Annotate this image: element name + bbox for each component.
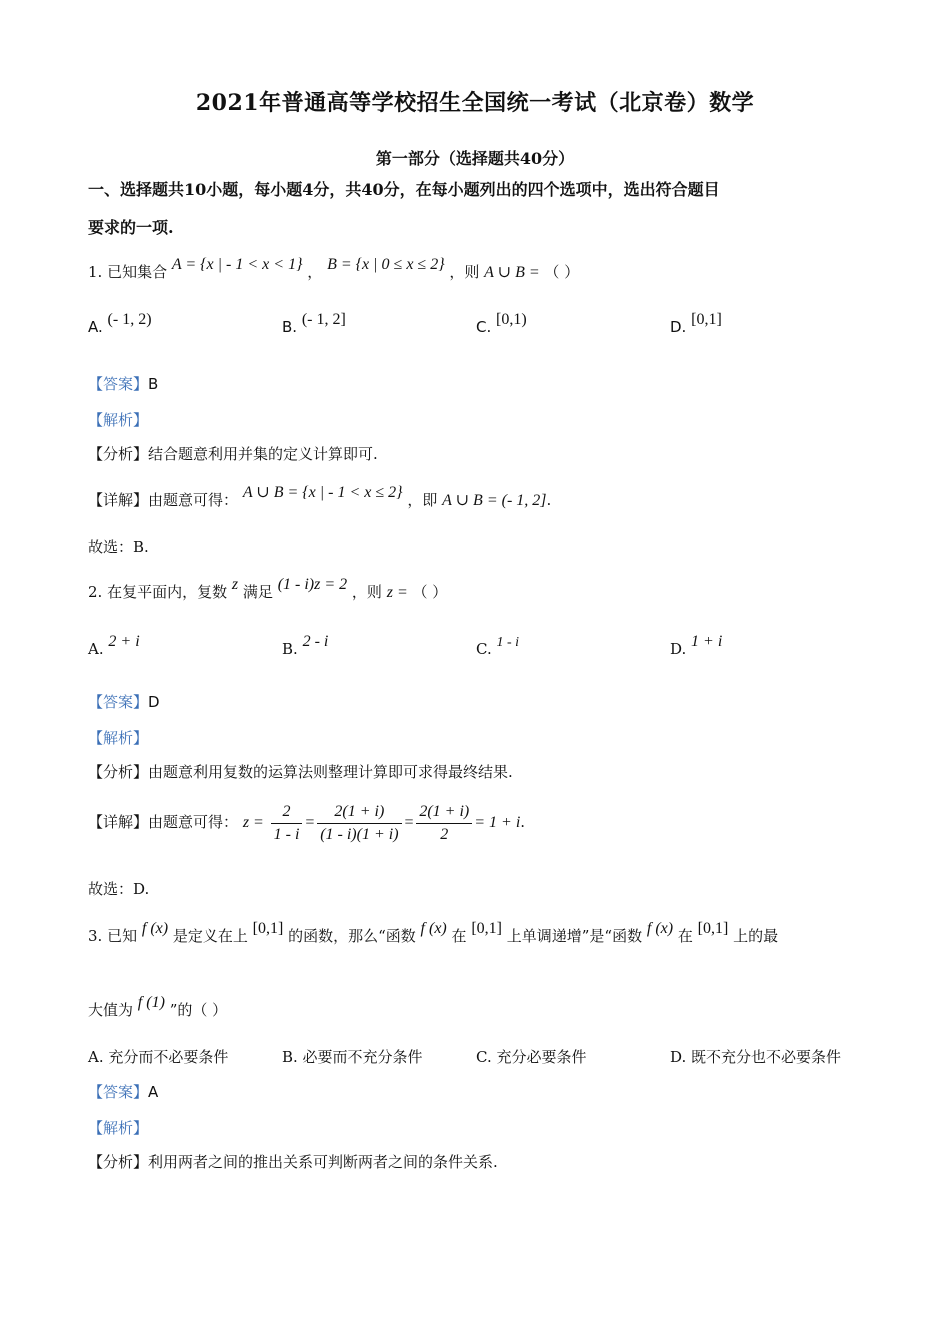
q3-fx-3: f (x) <box>646 920 674 937</box>
q1-option-c-value: [0,1) <box>496 311 527 328</box>
q3-option-b: B. 必要而不充分条件 <box>282 1048 423 1066</box>
q3-f1: f (1) <box>137 994 165 1011</box>
q1-paren: （ ） <box>544 263 580 281</box>
q2-stem: 2. 在复平面内，复数 z 满足 (1 - i)z = 2 ，则 z = （ ） <box>88 576 448 601</box>
q2-option-d-value: 1 + i <box>691 633 723 650</box>
q1-conclusion: 故选：B. <box>88 538 149 556</box>
q3-interval-1: [0,1] <box>252 920 284 937</box>
q2-fraction-3: $\frac{2(1 + i)}{2}$ <box>416 802 472 845</box>
q2-option-a-value: 2 + i <box>108 633 140 650</box>
section-heading-line1: 一、选择题共10小题，每小题4分，共40分，在每小题列出的四个选项中，选出符合题目 <box>88 180 720 199</box>
q3-fx-1: f (x) <box>141 920 169 937</box>
q2-result: = 1 + i <box>474 814 521 831</box>
q2-z-eq: z = <box>386 584 408 601</box>
q2-conclusion: 故选：D. <box>88 880 150 898</box>
q2-option-d: D. 1 + i <box>670 633 723 658</box>
part-heading: 第一部分（选择题共40分） <box>375 149 575 168</box>
q1-detail-result: A ∪ B = (- 1, 2] <box>442 492 547 509</box>
q1-comma: ， <box>307 263 323 281</box>
q1-stem <box>88 256 580 283</box>
q3-jiexi-tag: 【解析】 <box>88 1119 149 1137</box>
q2-option-b: B. 2 - i <box>282 633 329 658</box>
q2-fenxi: 【分析】由题意利用复数的运算法则整理计算即可求得最终结果. <box>88 763 513 781</box>
q1-option-c: C. [0,1) <box>476 311 527 336</box>
q1-fenxi: 【分析】结合题意利用并集的定义计算即可. <box>88 445 378 463</box>
q1-detail-expr: A ∪ B = {x | - 1 < x ≤ 2} <box>242 484 403 501</box>
q1-detail: 【详解】由题意可得： A ∪ B = {x | - 1 < x ≤ 2} ，即 A ∪ B = (- 1, 2]. <box>88 484 552 509</box>
q3-interval-3: [0,1] <box>697 920 729 937</box>
q2-option-a: A. 2 + i <box>88 633 140 658</box>
q1-prefix: 1. 已知集合 <box>88 263 168 281</box>
q1-option-d-value: [0,1] <box>691 311 722 328</box>
q2-jiexi-tag: 【解析】 <box>88 729 149 747</box>
q3-option-d: D. 既不充分也不必要条件 <box>670 1048 842 1066</box>
q3-stem-line2: 大值为 f (1) ”的（ ） <box>88 994 228 1019</box>
q2-z: z <box>231 576 239 593</box>
page-title: 2021年普通高等学校招生全国统一考试（北京卷）数学 <box>195 90 755 116</box>
q2-fraction-2: $\frac{2(1 + i)}{(1 - i)(1 + i)}$ <box>317 802 401 845</box>
section-heading-line2: 要求的一项. <box>88 218 174 237</box>
q3-interval-2: [0,1] <box>471 920 502 937</box>
q1-option-b-value: (- 1, 2] <box>301 311 346 328</box>
q3-option-c: C. 充分必要条件 <box>476 1048 587 1066</box>
q1-option-b: B. (- 1, 2] <box>282 311 346 336</box>
q2-option-c-value: 1 - i <box>496 635 520 650</box>
q1-answer: 【答案】B <box>88 375 159 393</box>
q1-set-b: B = {x | 0 ≤ x ≤ 2} <box>327 256 445 273</box>
q1-jiexi-tag: 【解析】 <box>88 411 149 429</box>
q3-answer: 【答案】A <box>88 1083 159 1101</box>
q3-option-a: A. 充分而不必要条件 <box>88 1048 229 1066</box>
q3-stem-line1: 3. 已知 f (x) 是定义在上 [0,1] 的函数，那么“函数 f (x) 在 [0,1] 上单调递增”是“函数 f (x) 在 [0,1] 上的最 <box>88 920 779 945</box>
q2-fraction-1: $\frac{2}{1 - i}$ <box>271 802 303 845</box>
q2-condition: (1 - i)z = 2 <box>277 576 348 593</box>
q3-fx-2: f (x) <box>420 920 447 937</box>
q1-option-a-value: (- 1, 2) <box>107 311 152 328</box>
q3-fenxi: 【分析】利用两者之间的推出关系可判断两者之间的条件关系. <box>88 1153 498 1171</box>
q1-set-a: A = {x | - 1 < x < 1} <box>171 256 303 273</box>
q1-option-a: A. (- 1, 2) <box>88 311 152 336</box>
q2-option-b-value: 2 - i <box>302 633 329 650</box>
q1-then: ，则 <box>449 263 480 281</box>
q2-z-eq-lhs: z = <box>242 814 264 831</box>
q1-union: A ∪ B = <box>484 264 540 281</box>
q2-answer: 【答案】D <box>88 693 160 711</box>
q2-option-c: C. 1 - i <box>476 635 520 658</box>
q1-option-d: D. [0,1] <box>670 311 722 336</box>
q2-detail: 【详解】由题意可得： z = $\frac{2}{1 - i}$ = $\frac{2(1 + i)}{(1 - i)(1 + i)}$ = $\frac{2(1 + i)}{2}$ = 1 + i. <box>88 802 526 843</box>
